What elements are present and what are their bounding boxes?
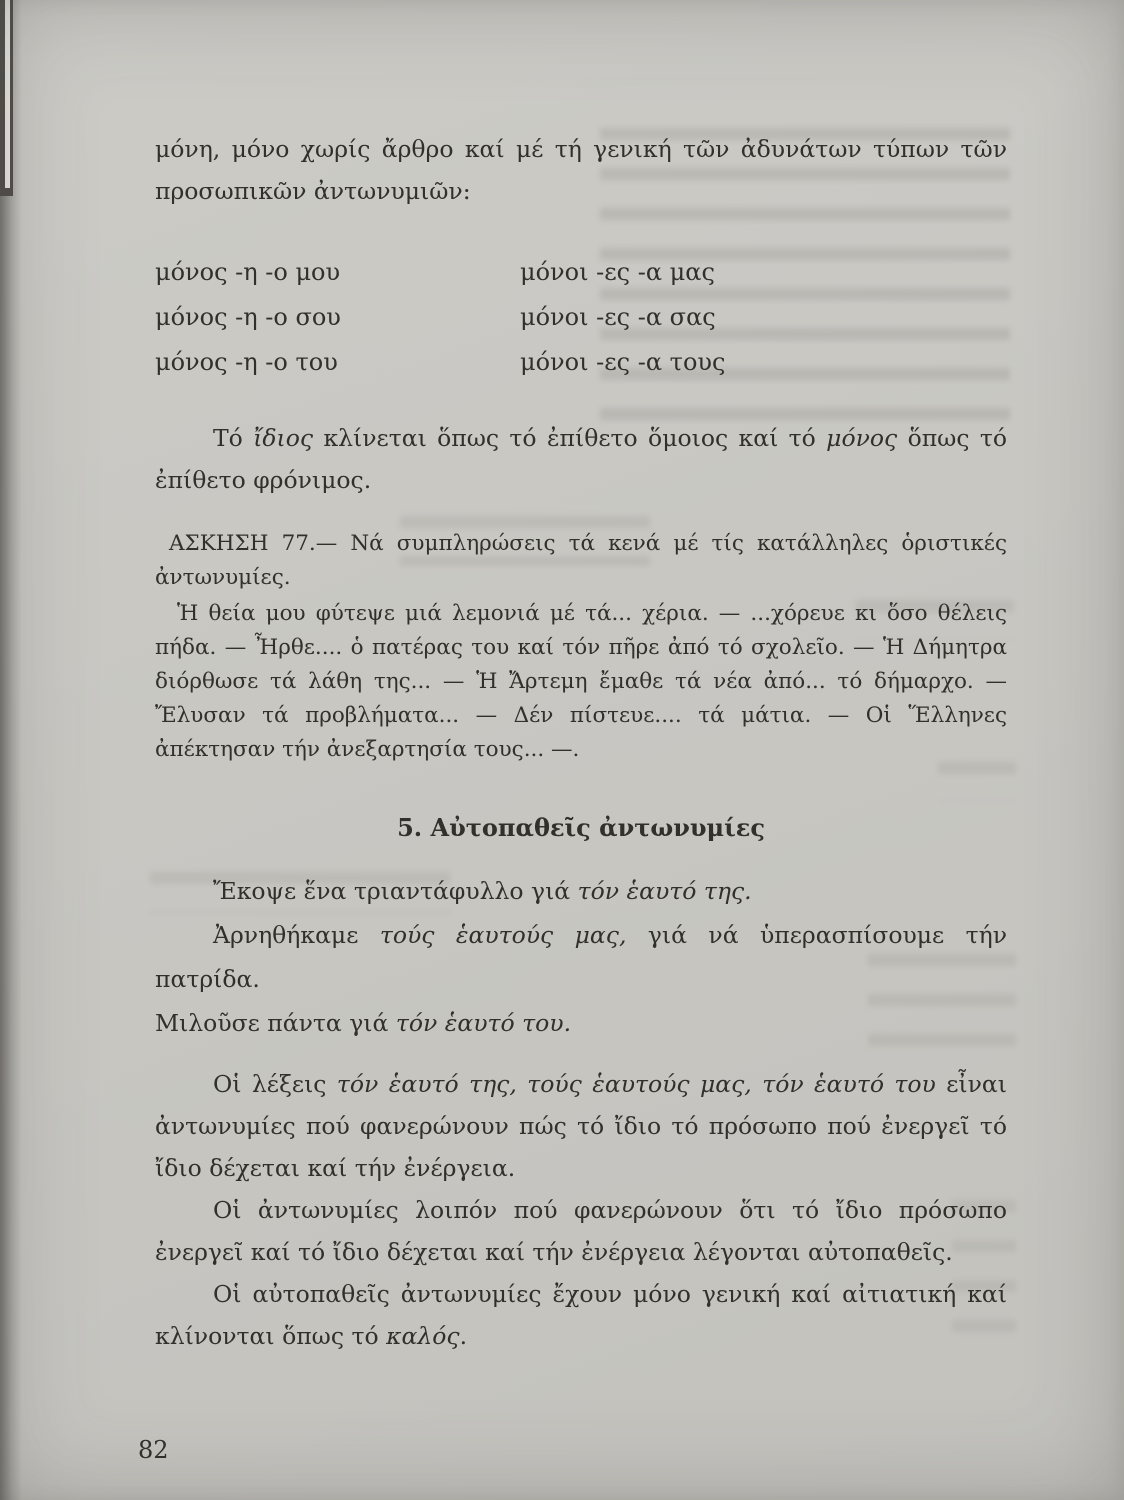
page-left-edge-shadow: [0, 0, 22, 1500]
section-heading: 5. Αὐτοπαθεῖς ἀντωνυμίες: [397, 813, 765, 842]
paradigm-singular-1: μόνος -η -ο μου: [155, 258, 341, 286]
body-paragraph-1: Οἱ λέξεις τόν ἑαυτό της, τούς ἑαυτούς μας, τόν ἑαυτό του εἶναι ἀντωνυμίες πού φανερώνουν πώς τό ἴδιο τό πρόσωπο πού ἐνεργεῖ τό ἴδιο δέχεται καί τήν ἐνέργεια.: [155, 1070, 1008, 1182]
paradigm-table: [155, 258, 1007, 377]
note-paragraph: Τό ἴδιος κλίνεται ὅπως τό ἐπίθετο ὅμοιος καί τό μόνος ὅπως τό ἐπίθετο φρόνιμος.: [155, 424, 1007, 494]
exercise-block: [155, 527, 1007, 767]
example-sentence-3: Μιλοῦσε πάντα γιά τόν ἑαυτό του.: [155, 1009, 572, 1037]
body-paragraph-2: Οἱ ἀντωνυμίες λοιπόν πού φανερώνουν ὅτι τό ἴδιο πρόσωπο ἐνεργεῖ καί τό ἴδιο δέχεται καί τήν ἐνέργεια λέγονται αὐτοπαθεῖς.: [155, 1196, 1007, 1266]
paradigm-singular-2: μόνος -η -ο σου: [155, 303, 341, 331]
paradigm-row: [155, 258, 1007, 287]
paradigm-plural-3: μόνοι -ες -α τους: [520, 348, 726, 376]
paradigm-plural-1: μόνοι -ες -α μας: [520, 258, 715, 286]
page-number: 82: [138, 1436, 169, 1464]
example-sentence-2: Ἀρνηθήκαμε τούς ἑαυτούς μας, γιά νά ὑπερασπίσουμε τήν πατρίδα.: [155, 921, 1008, 993]
paradigm-singular-3: μόνος -η -ο του: [155, 348, 338, 376]
paradigm-plural-2: μόνοι -ες -α σας: [520, 303, 716, 331]
exercise-body: Ἡ θεία μου φύτεψε μιά λεμονιά μέ τά... χέρια. — ...χόρευε κι ὅσο θέλεις πήδα. — Ἦρθε.... ὁ πατέρας του καί τόν πῆρε ἀπό τό σχολεῖο. — Ἡ Δήμητρα διόρθωσε τά λάθη της... — Ἡ Ἄρτεμη ἔμαθε τά νέα ἀπό... τό δήμαρχο. — Ἔλυσαν τά προβλήματα... — Δέν πίστευε.... τά μάτια. — Οἱ Ἕλληνες ἀπέκτησαν τήν ἀνεξαρτησία τους... —.: [155, 601, 1007, 762]
body-paragraph-3: Οἱ αὐτοπαθεῖς ἀντωνυμίες ἔχουν μόνο γενική καί αἰτιατική καί κλίνονται ὅπως τό καλός.: [155, 1280, 1007, 1350]
page-left-edge-highlight: [5, 0, 10, 188]
intro-paragraph: μόνη, μόνο χωρίς ἄρθρο καί μέ τή γενική τῶν ἀδυνάτων τύπων τῶν προσωπικῶν ἀντωνυμιῶν:: [155, 135, 1007, 205]
paradigm-row: [155, 303, 1007, 332]
paradigm-row: [155, 348, 1007, 377]
exercise-heading: ΑΣΚΗΣΗ 77.— Νά συμπληρώσεις τά κενά μέ τίς κατάλληλες ὁριστικές ἀντωνυμίες.: [155, 531, 1007, 590]
text-column: [155, 128, 1007, 1357]
example-sentence-1: Ἔκοψε ἕνα τριαντάφυλλο γιά τόν ἑαυτό της.: [213, 877, 752, 905]
